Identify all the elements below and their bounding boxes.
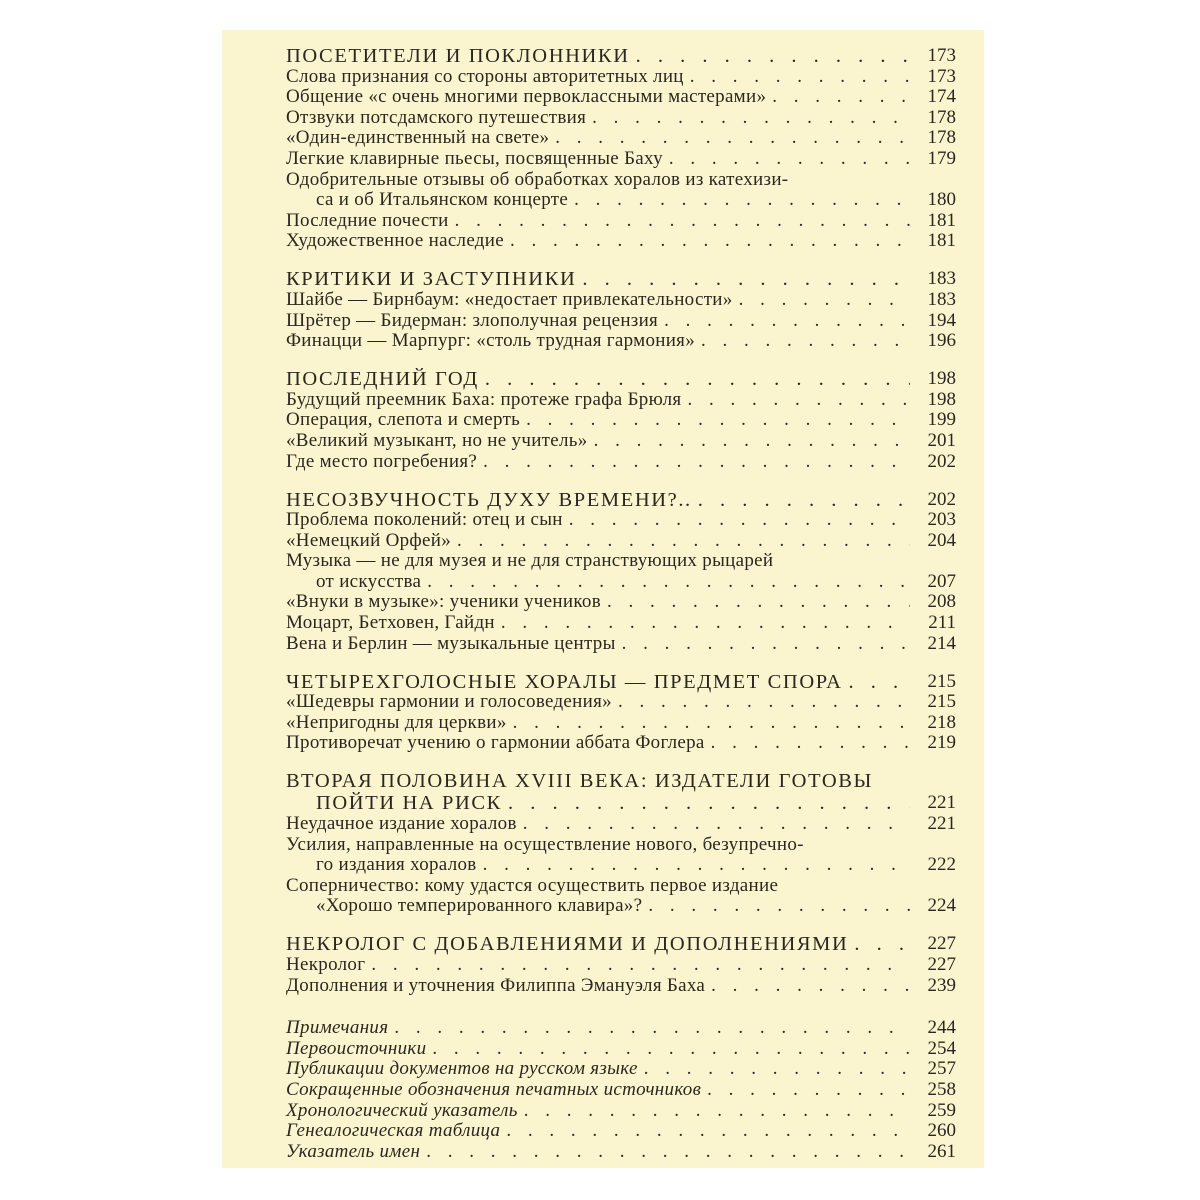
section-heading — [286, 670, 956, 692]
page-number: 254 — [927, 1037, 956, 1059]
toc-entry-continuation — [286, 855, 956, 876]
entry-text: Указатель имен — [286, 1140, 421, 1162]
toc-entry — [286, 551, 956, 572]
page-number: 179 — [927, 147, 956, 169]
toc-entry — [286, 66, 956, 87]
toc-entry — [286, 875, 956, 896]
leader-dots — [648, 896, 910, 916]
toc-entry — [286, 692, 956, 713]
page-number: 196 — [927, 330, 956, 352]
entry-text: Шайбе — Бирнбаум: «недостает привлекательности» — [286, 288, 733, 310]
heading-text: ПОСЛЕДНИЙ ГОД — [286, 368, 479, 391]
page-number: 173 — [927, 65, 956, 87]
entry-text: «Хорошо темперированного клавира»? — [316, 895, 643, 917]
page-number: 202 — [927, 450, 956, 472]
toc-entry — [286, 289, 956, 310]
toc-entry-continuation — [286, 896, 956, 917]
toc-entry — [286, 451, 956, 472]
leader-dots — [485, 369, 910, 389]
entry-text: Художественное наследие — [286, 230, 504, 252]
page-number: 173 — [927, 45, 956, 66]
toc-entry — [286, 1018, 956, 1039]
leader-dots — [455, 211, 910, 231]
toc-entry — [286, 1079, 956, 1100]
page-number: 204 — [927, 529, 956, 551]
heading-text: ПОСЕТИТЕЛИ И ПОКЛОННИКИ — [286, 45, 630, 67]
page-number: 194 — [927, 309, 956, 331]
toc-entry-continuation — [286, 190, 956, 211]
entry-text: Хронологический указатель — [286, 1099, 518, 1121]
leader-dots — [687, 390, 910, 410]
toc-appendix — [286, 1018, 956, 1162]
entry-text: Будущий преемник Баха: протеже графа Брюля — [286, 388, 682, 410]
entry-text: Генеалогическая таблица — [286, 1120, 501, 1142]
leader-dots — [483, 452, 910, 472]
entry-text: Отзвуки потсдамского путешествия — [286, 106, 587, 128]
entry-text: Финацци — Марпург: «столь трудная гармония» — [286, 330, 696, 352]
toc-entry — [286, 530, 956, 551]
toc-entry — [286, 1059, 956, 1080]
leader-dots — [483, 855, 910, 875]
entry-text: Музыка — не для музея и не для странствующих рыцарей — [286, 550, 774, 572]
toc-entry — [286, 210, 956, 231]
toc-entry — [286, 310, 956, 331]
page-number: 224 — [927, 895, 956, 917]
page-number: 211 — [928, 612, 956, 634]
heading-text: НЕКРОЛОГ С ДОБАВЛЕНИЯМИ И ДОПОЛНЕНИЯМИ — [286, 933, 849, 956]
page-number: 198 — [927, 368, 956, 390]
page-number: 218 — [927, 711, 956, 733]
page-number: 244 — [927, 1017, 956, 1039]
leader-dots — [669, 149, 910, 169]
entry-text: Противоречат учению о гармонии аббата Фоглера — [286, 732, 705, 754]
page-number: 221 — [927, 813, 956, 835]
leader-dots — [501, 613, 910, 633]
page-number: 219 — [927, 732, 956, 754]
entry-text: Дополнения и уточнения Филиппа Эмануэля Баха — [286, 974, 706, 996]
toc-entry — [286, 975, 956, 996]
leader-dots — [510, 231, 910, 251]
entry-text: «Великий музыкант, но не учитель» — [286, 429, 588, 451]
toc-entry — [286, 87, 956, 108]
leader-dots — [432, 1039, 910, 1059]
page-number: 198 — [927, 388, 956, 410]
heading-text: ПОЙТИ НА РИСК — [316, 792, 502, 815]
leader-dots — [426, 1142, 910, 1162]
toc-section — [286, 44, 956, 251]
toc-section — [286, 670, 956, 754]
leader-dots — [644, 1059, 910, 1079]
page-number: 261 — [927, 1140, 956, 1162]
toc-entry — [286, 169, 956, 190]
toc-entry — [286, 510, 956, 531]
toc-entry — [286, 834, 956, 855]
page-number: 258 — [927, 1078, 956, 1100]
page-number: 202 — [927, 488, 956, 510]
page-number: 221 — [927, 792, 956, 814]
toc-section — [286, 367, 956, 471]
leader-dots — [526, 410, 910, 430]
entry-text: Слова признания со стороны авторитетных лиц — [286, 65, 684, 87]
entry-text: Последние почести — [286, 209, 449, 231]
page-number: 181 — [927, 230, 956, 252]
toc-entry — [286, 813, 956, 834]
entry-text: Проблема поколений: отец и сын — [286, 509, 563, 531]
heading-text: ЧЕТЫРЕХГОЛОСНЫЕ ХОРАЛЫ — ПРЕДМЕТ СПОРА — [286, 670, 843, 693]
heading-text: НЕСОЗВУЧНОСТЬ ДУХУ ВРЕМЕНИ?.. — [286, 488, 692, 511]
entry-text: Шрётер — Бидерман: злополучная рецензия — [286, 309, 659, 331]
entry-text: Первоисточники — [286, 1037, 427, 1059]
entry-text: го издания хоралов — [316, 854, 477, 876]
page-number: 174 — [927, 86, 956, 108]
leader-dots — [618, 692, 910, 712]
page-number: 227 — [927, 954, 956, 975]
entry-text: Сокращенные обозначения печатных источников — [286, 1078, 702, 1100]
leader-dots — [849, 672, 910, 692]
entry-text: «Один-единственный на свете» — [286, 127, 550, 149]
leader-dots — [457, 531, 910, 551]
leader-dots — [582, 269, 910, 289]
toc-entry — [286, 733, 956, 754]
toc-entry — [286, 1121, 956, 1142]
toc-entry — [286, 592, 956, 613]
entry-text: Соперничество: кому удастся осуществить первое издание — [286, 874, 779, 896]
leader-dots — [594, 431, 910, 451]
leader-dots — [772, 87, 910, 107]
toc-entry — [286, 1141, 956, 1162]
page-number: 227 — [927, 933, 956, 955]
toc-entry — [286, 231, 956, 252]
entry-text: Некролог — [286, 954, 366, 975]
page-number: 199 — [927, 409, 956, 431]
toc-entry — [286, 612, 956, 633]
page-number: 180 — [927, 189, 956, 211]
toc-entry — [286, 128, 956, 149]
toc-section — [286, 267, 956, 351]
leader-dots — [506, 1121, 910, 1141]
toc-section — [286, 932, 956, 995]
toc-entry — [286, 148, 956, 169]
leader-dots — [636, 46, 910, 66]
toc-entry — [286, 389, 956, 410]
toc-entry — [286, 1100, 956, 1121]
leader-dots — [739, 290, 910, 310]
leader-dots — [698, 490, 910, 510]
leader-dots — [592, 108, 910, 128]
leader-dots — [711, 976, 910, 996]
section-heading — [286, 932, 956, 954]
entry-text: Усилия, направленные на осуществление нового, безупречно- — [286, 833, 804, 855]
toc-section — [286, 769, 956, 916]
page-number: 239 — [927, 974, 956, 996]
toc-entry — [286, 107, 956, 128]
section-heading — [286, 488, 956, 510]
page-number: 201 — [927, 429, 956, 451]
section-heading — [286, 769, 956, 791]
page-number: 222 — [927, 854, 956, 876]
page-number: 214 — [927, 632, 956, 654]
toc-entry — [286, 633, 956, 654]
toc-entry — [286, 430, 956, 451]
entry-text: «Внуки в музыке»: ученики учеников — [286, 591, 601, 613]
toc-entry — [286, 410, 956, 431]
table-of-contents — [286, 44, 956, 1162]
page-number: 260 — [927, 1120, 956, 1142]
entry-text: Вена и Берлин — музыкальные центры — [286, 632, 616, 654]
toc-entry — [286, 712, 956, 733]
entry-text: от искусства — [316, 570, 422, 592]
leader-dots — [394, 1018, 910, 1038]
toc-entry — [286, 331, 956, 352]
entry-text: Неудачное издание хоралов — [286, 813, 517, 835]
book-page — [222, 30, 984, 1168]
entry-text: Публикации документов на русском языке — [286, 1058, 638, 1080]
heading-text: КРИТИКИ И ЗАСТУПНИКИ — [286, 268, 577, 291]
entry-text: Легкие клавирные пьесы, посвященные Баху — [286, 147, 663, 169]
entry-text: Где место погребения? — [286, 450, 478, 472]
heading-text: ВТОРАЯ ПОЛОВИНА XVIII ВЕКА: ИЗДАТЕЛИ ГОТОВЫ — [286, 770, 874, 793]
toc-entry-continuation — [286, 571, 956, 592]
entry-text: Одобрительные отзывы об обработках хоралов из катехизи- — [286, 168, 789, 190]
page-number: 183 — [927, 268, 956, 290]
leader-dots — [707, 1080, 910, 1100]
section-heading — [286, 267, 956, 289]
page-number: 203 — [927, 509, 956, 531]
entry-text: са и об Итальянском концерте — [316, 189, 569, 211]
page-number: 215 — [927, 670, 956, 692]
leader-dots — [508, 793, 910, 813]
section-heading-continuation — [286, 791, 956, 813]
leader-dots — [371, 955, 910, 975]
toc-entry — [286, 1038, 956, 1059]
toc-section — [286, 488, 956, 654]
leader-dots — [574, 190, 910, 210]
page-number: 181 — [927, 209, 956, 231]
leader-dots — [555, 128, 910, 148]
leader-dots — [690, 67, 910, 87]
leader-dots — [711, 733, 910, 753]
leader-dots — [513, 713, 910, 733]
page-number: 178 — [927, 127, 956, 149]
entry-text: Операция, слепота и смерть — [286, 409, 521, 431]
leader-dots — [427, 572, 910, 592]
page-number: 208 — [927, 591, 956, 613]
page-number: 207 — [927, 570, 956, 592]
page-number: 259 — [927, 1099, 956, 1121]
leader-dots — [524, 1101, 910, 1121]
toc-entry — [286, 954, 956, 975]
leader-dots — [607, 592, 910, 612]
page-number: 178 — [927, 106, 956, 128]
entry-text: «Немецкий Орфей» — [286, 529, 452, 551]
entry-text: «Шедевры гармонии и голосоведения» — [286, 691, 612, 713]
leader-dots — [854, 934, 910, 954]
entry-text: Моцарт, Бетховен, Гайдн — [286, 612, 495, 634]
section-heading — [286, 367, 956, 389]
entry-text: «Непригодны для церкви» — [286, 711, 507, 733]
leader-dots — [701, 331, 910, 351]
entry-text: Общение «с очень многими первоклассными мастерами» — [286, 86, 767, 108]
page-number: 215 — [927, 691, 956, 713]
leader-dots — [622, 634, 910, 654]
entry-text: Примечания — [286, 1017, 389, 1039]
leader-dots — [664, 311, 910, 331]
leader-dots — [523, 814, 910, 834]
leader-dots — [569, 510, 910, 530]
section-heading — [286, 44, 956, 66]
page-number: 257 — [927, 1058, 956, 1080]
page-number: 183 — [927, 288, 956, 310]
